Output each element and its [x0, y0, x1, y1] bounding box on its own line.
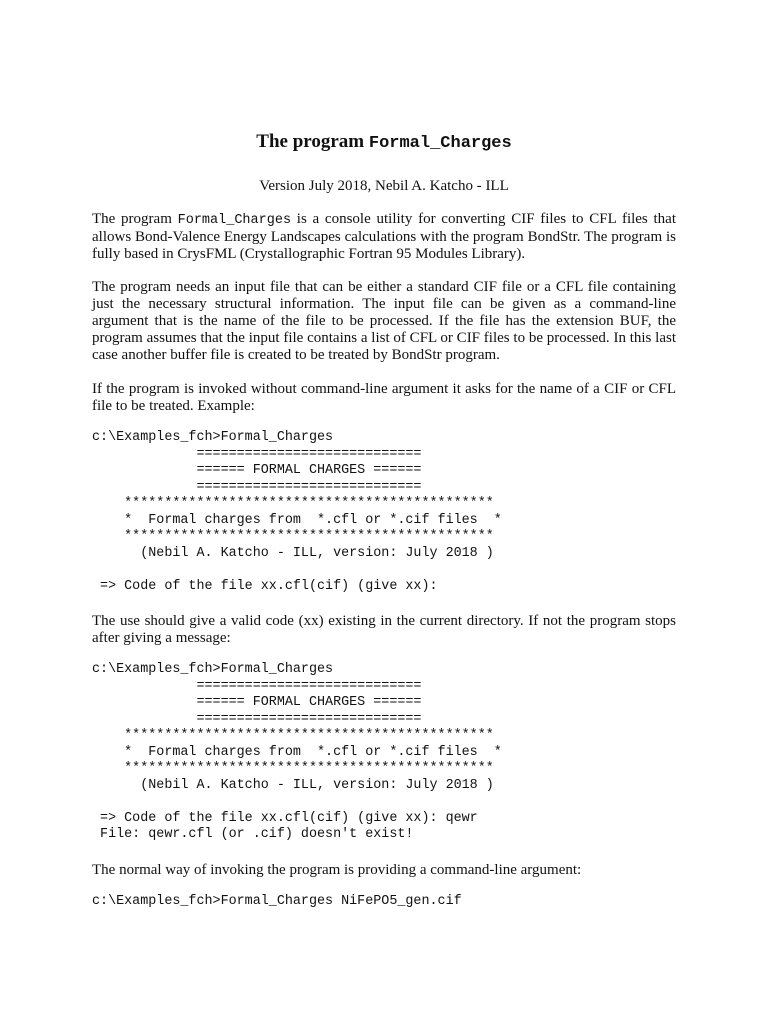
code-example-prompt: c:\Examples_fch>Formal_Charges ============================ ====== FORMAL CHARGES ====== ============================ ********************************************** * Formal charges from *.cfl or *.cif files * ********************************************** (Nebil A. Katcho - ILL, version: July 2018 ) => Code of the file xx.cfl(cif) (give xx): — [92, 430, 502, 594]
intro-program-name: Formal_Charges — [177, 213, 292, 228]
paragraph-valid-code: The use should give a valid code (xx) existing in the current directory. If not the program stops after giving a message: — [92, 613, 676, 646]
title-program-name: Formal_Charges — [368, 134, 512, 153]
code-example-error: c:\Examples_fch>Formal_Charges ============================ ====== FORMAL CHARGES ====== ============================ ********************************************** * Formal charges from *.cfl or *.cif files * ********************************************** (Nebil A. Katcho - ILL, version: July 2018 ) => Code of the file xx.cfl(cif) (give xx): qewr File: qewr.cfl (or .cif) doesn't exist! — [92, 662, 502, 842]
code-example-argument: c:\Examples_fch>Formal_Charges NiFePO5_gen.cif — [92, 894, 462, 909]
paragraph-intro — [92, 211, 676, 263]
paragraph-no-argument: If the program is invoked without command-line argument it asks for the name of a CIF or CFL file to be treated. Example: — [92, 381, 676, 414]
intro-after: is a console utility for converting CIF files to CFL files that allows Bond-Valence Energy Landscapes calculations with the program BondStr. The program is fully based in CrysFML (Crystallographic Fortran 95 Modules Library). — [92, 211, 677, 262]
paragraph-input: The program needs an input file that can be either a standard CIF file or a CFL file containing just the necessary structural information. The input file can be given as a command-line argument that is the name of the file to be processed. If the file has the extension BUF, the program assumes that the input file contains a list of CFL or CIF files to be processed. In this last case another buffer file is created to be treated by BondStr program. — [92, 279, 676, 363]
version-line: Version July 2018, Nebil A. Katcho - ILL — [259, 178, 509, 194]
title-prefix: The program — [256, 131, 369, 152]
paragraph-normal-way: The normal way of invoking the program is providing a command-line argument: — [92, 862, 582, 878]
intro-before: The program — [92, 211, 178, 227]
document-title — [92, 128, 676, 158]
